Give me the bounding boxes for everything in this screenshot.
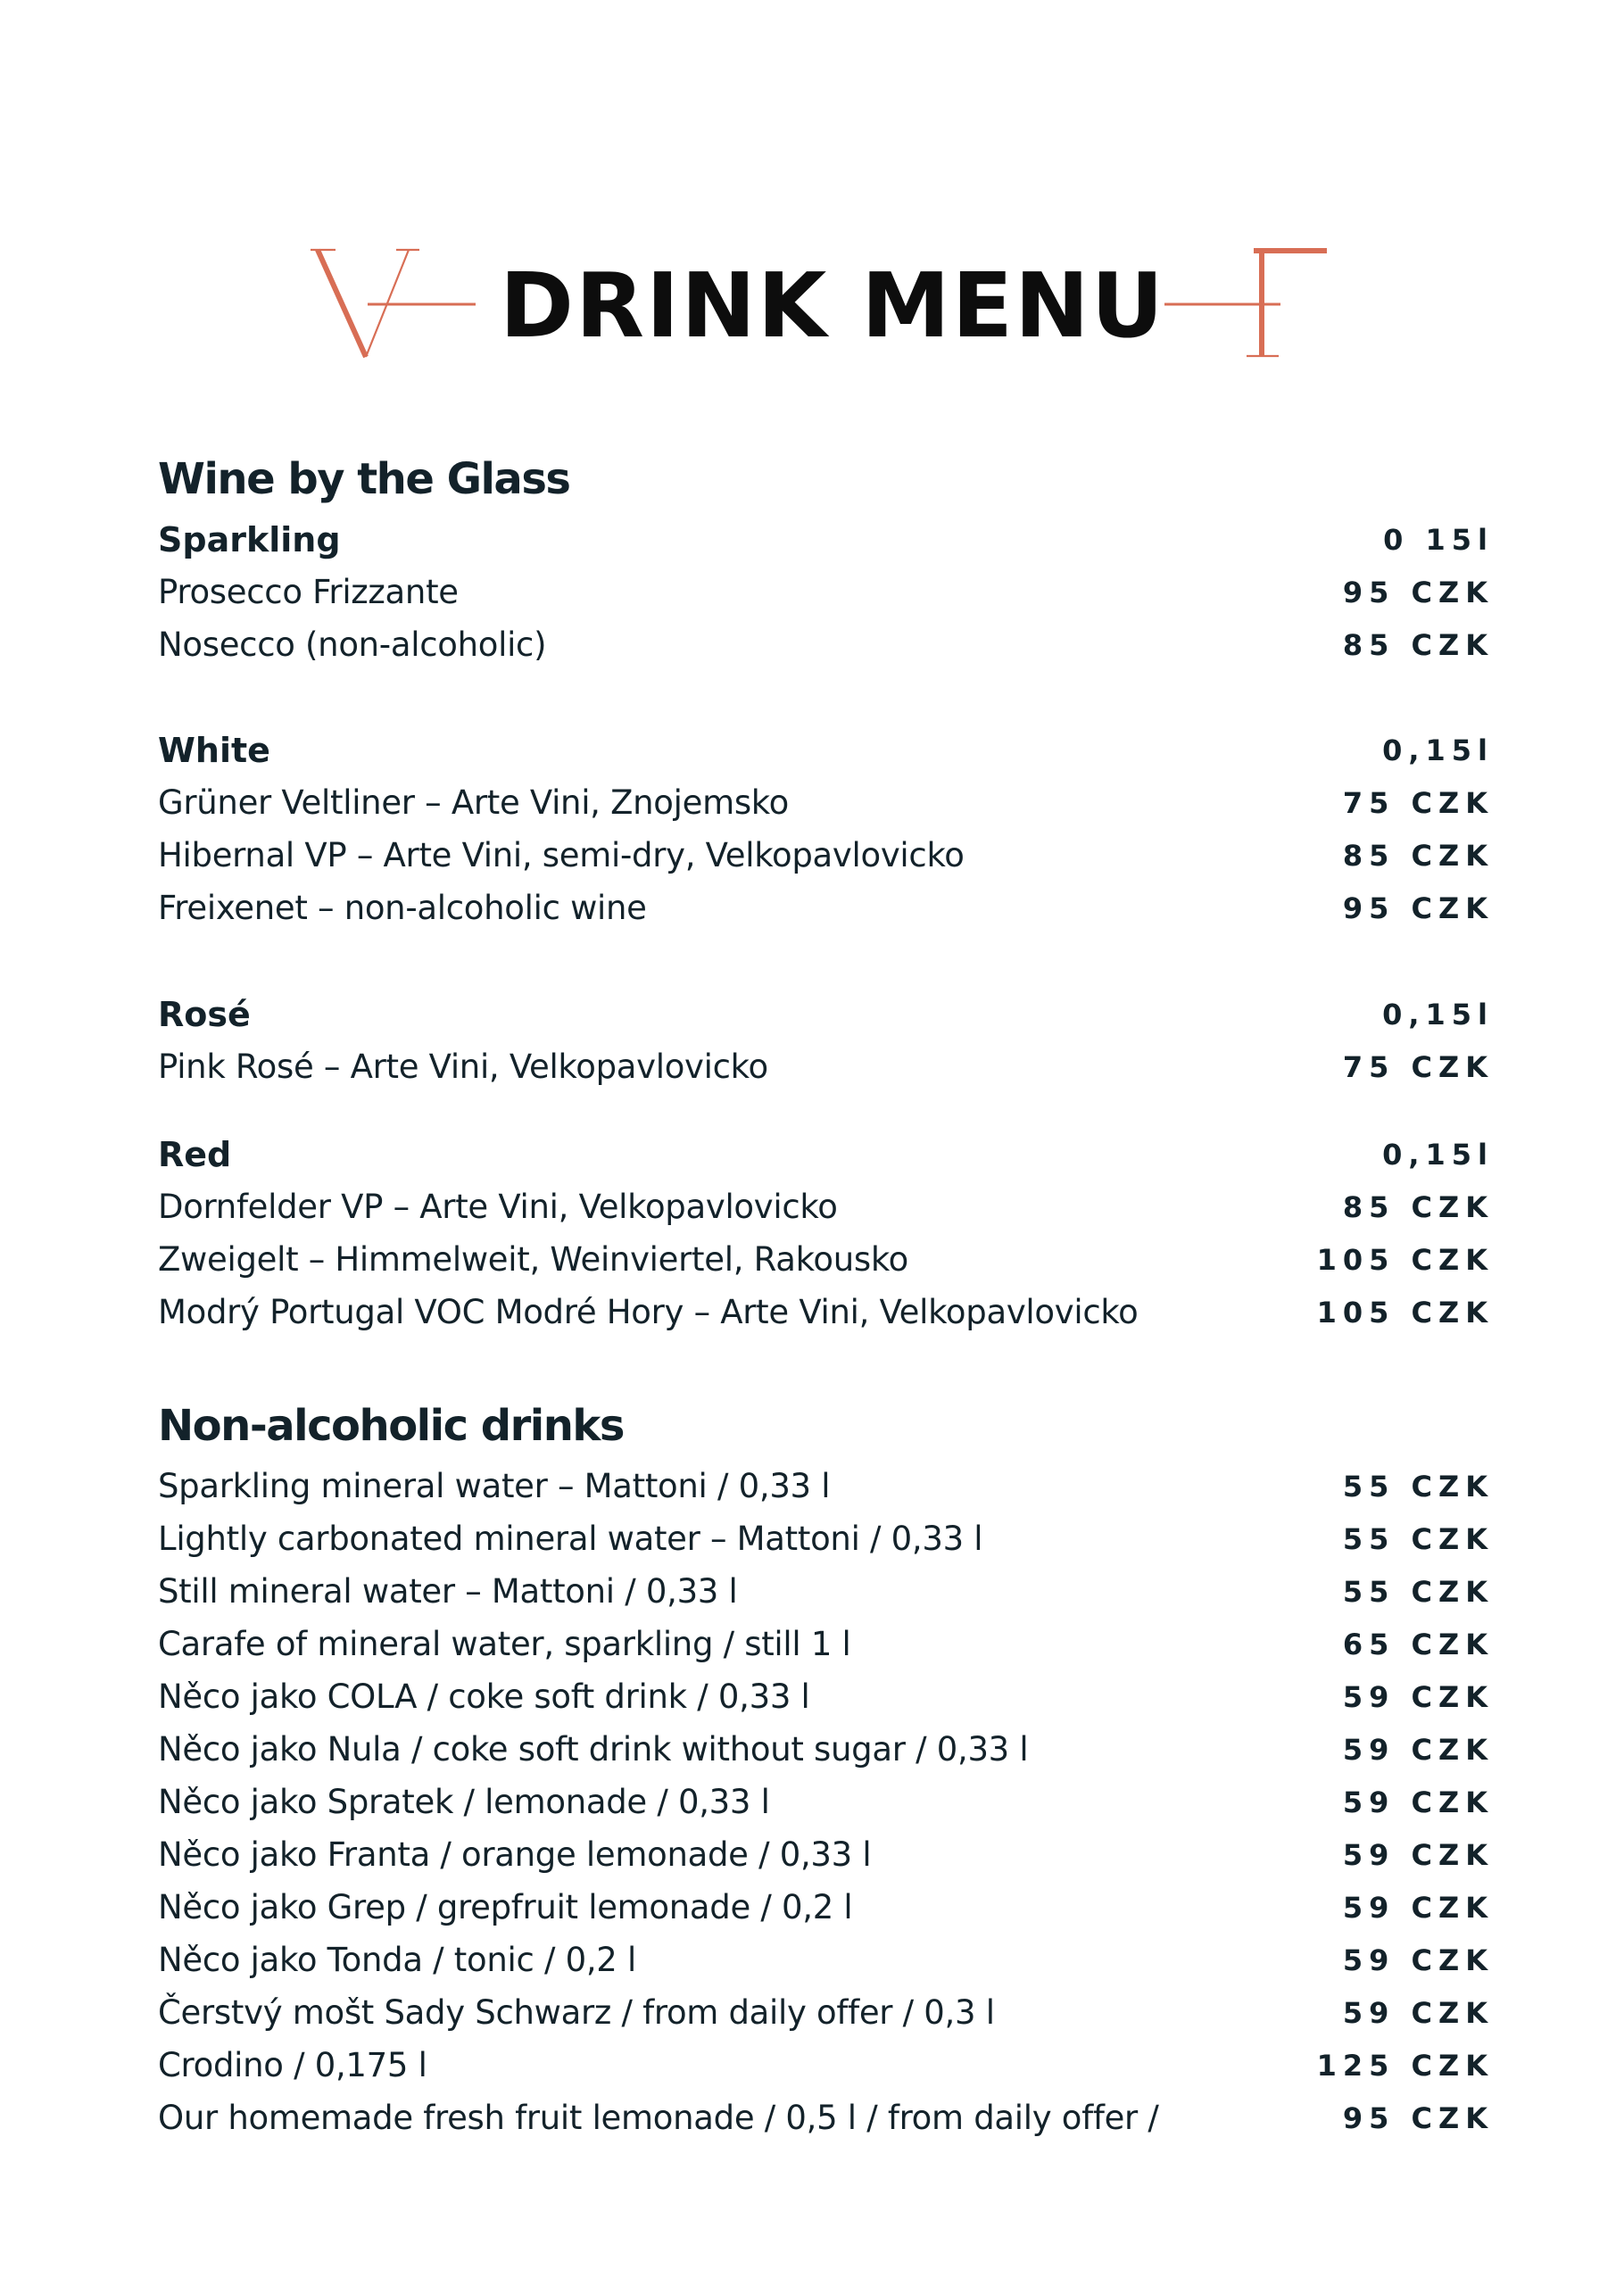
item-name: Carafe of mineral water, sparkling / still 1 l xyxy=(158,1625,851,1663)
item-price: 59 CZK xyxy=(1342,1732,1494,1767)
menu-item xyxy=(158,1776,1494,1828)
item-name: Něco jako Nula / coke soft drink without sugar / 0,33 l xyxy=(158,1730,1029,1769)
item-name: Modrý Portugal VOC Modré Hory – Arte Vini, Velkopavlovicko xyxy=(158,1293,1139,1331)
page-title: DRINK MENU xyxy=(500,253,1165,358)
item-price: 95 CZK xyxy=(1342,2100,1494,2135)
item-name: Hibernal VP – Arte Vini, semi-dry, Velkopavlovicko xyxy=(158,836,965,874)
menu-item xyxy=(158,2092,1494,2144)
category-red xyxy=(158,1128,1494,1180)
item-price: 59 CZK xyxy=(1342,1837,1494,1872)
item-price: 59 CZK xyxy=(1342,1995,1494,2030)
item-name: Něco jako Tonda / tonic / 0,2 l xyxy=(158,1941,636,1979)
menu-item xyxy=(158,1565,1494,1618)
category-volume: 0 15l xyxy=(1383,522,1494,557)
category-white xyxy=(158,724,1494,776)
item-price: 55 CZK xyxy=(1342,1574,1494,1609)
menu-item xyxy=(158,618,1494,671)
item-price: 85 CZK xyxy=(1342,838,1494,873)
item-price: 85 CZK xyxy=(1342,627,1494,662)
item-name: Lightly carbonated mineral water – Mattoni / 0,33 l xyxy=(158,1520,983,1558)
menu-body xyxy=(158,451,1494,2144)
item-name: Něco jako Spratek / lemonade / 0,33 l xyxy=(158,1783,770,1821)
category-label: Red xyxy=(158,1134,232,1174)
category-volume: 0,15l xyxy=(1382,1137,1494,1172)
category-label: White xyxy=(158,730,270,770)
item-name: Nosecco (non-alcoholic) xyxy=(158,625,547,664)
category-label: Rosé xyxy=(158,994,251,1034)
item-price: 105 CZK xyxy=(1316,1242,1494,1277)
item-price: 75 CZK xyxy=(1342,1049,1494,1084)
menu-header xyxy=(0,245,1624,370)
menu-item xyxy=(158,2039,1494,2092)
menu-item xyxy=(158,1723,1494,1776)
category-label: Sparkling xyxy=(158,519,341,559)
menu-item xyxy=(158,1986,1494,2039)
item-price: 59 CZK xyxy=(1342,1943,1494,1977)
menu-item xyxy=(158,1040,1494,1093)
item-name: Our homemade fresh fruit lemonade / 0,5 l / from daily offer / xyxy=(158,2099,1159,2137)
item-price: 105 CZK xyxy=(1316,1295,1494,1330)
menu-item xyxy=(158,882,1494,934)
menu-item xyxy=(158,1670,1494,1723)
category-volume: 0,15l xyxy=(1382,733,1494,767)
item-name: Čerstvý mošt Sady Schwarz / from daily offer / 0,3 l xyxy=(158,1993,995,2032)
item-name: Něco jako Grep / grepfruit lemonade / 0,2 l xyxy=(158,1888,853,1926)
section-heading-non-alcoholic: Non-alcoholic drinks xyxy=(158,1401,624,1451)
item-name: Dornfelder VP – Arte Vini, Velkopavlovicko xyxy=(158,1188,838,1226)
item-name: Grüner Veltliner – Arte Vini, Znojemsko xyxy=(158,783,789,822)
letter-v-logo-icon xyxy=(311,245,480,361)
item-price: 95 CZK xyxy=(1342,575,1494,609)
menu-item xyxy=(158,1286,1494,1338)
menu-item xyxy=(158,1460,1494,1512)
item-name: Pink Rosé – Arte Vini, Velkopavlovicko xyxy=(158,1048,768,1086)
menu-item xyxy=(158,829,1494,882)
menu-item xyxy=(158,1512,1494,1565)
menu-item xyxy=(158,1618,1494,1670)
item-name: Něco jako COLA / coke soft drink / 0,33 l xyxy=(158,1677,810,1716)
item-price: 55 CZK xyxy=(1342,1469,1494,1503)
menu-item xyxy=(158,566,1494,618)
item-name: Zweigelt – Himmelweit, Weinviertel, Rakousko xyxy=(158,1240,908,1279)
item-price: 55 CZK xyxy=(1342,1521,1494,1556)
menu-item xyxy=(158,776,1494,829)
menu-item xyxy=(158,1828,1494,1881)
item-name: Still mineral water – Mattoni / 0,33 l xyxy=(158,1572,738,1611)
item-price: 59 CZK xyxy=(1342,1890,1494,1925)
category-sparkling xyxy=(158,513,1494,566)
item-price: 59 CZK xyxy=(1342,1785,1494,1819)
item-name: Crodino / 0,175 l xyxy=(158,2046,427,2084)
item-price: 125 CZK xyxy=(1316,2048,1494,2083)
item-price: 95 CZK xyxy=(1342,890,1494,925)
item-price: 59 CZK xyxy=(1342,1679,1494,1714)
letter-f-logo-icon xyxy=(1164,245,1334,361)
section-heading-wine: Wine by the Glass xyxy=(158,454,570,504)
item-name: Freixenet – non-alcoholic wine xyxy=(158,889,647,927)
item-name: Něco jako Franta / orange lemonade / 0,33 l xyxy=(158,1835,872,1874)
menu-item xyxy=(158,1180,1494,1233)
item-name: Sparkling mineral water – Mattoni / 0,33 l xyxy=(158,1467,831,1505)
item-price: 65 CZK xyxy=(1342,1627,1494,1661)
category-volume: 0,15l xyxy=(1382,997,1494,1031)
category-rose xyxy=(158,988,1494,1040)
menu-item xyxy=(158,1934,1494,1986)
menu-item xyxy=(158,1881,1494,1934)
menu-item xyxy=(158,1233,1494,1286)
item-price: 75 CZK xyxy=(1342,785,1494,820)
item-price: 85 CZK xyxy=(1342,1189,1494,1224)
item-name: Prosecco Frizzante xyxy=(158,573,459,611)
